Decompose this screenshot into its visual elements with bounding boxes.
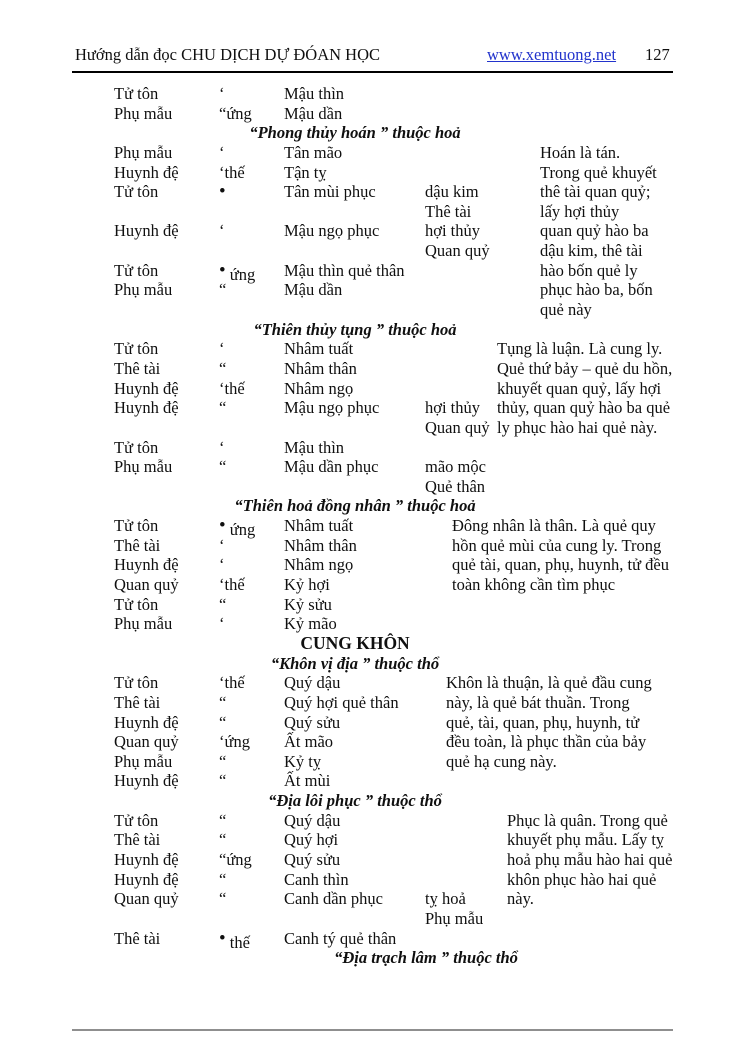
table-row: [0, 477, 744, 497]
commentary-cell: phục hào ba, bốn: [540, 280, 653, 300]
relation-cell: Tử tôn: [114, 810, 159, 830]
table-row: [0, 713, 744, 733]
hidden-spirit-cell: Phụ mẫu: [425, 908, 484, 928]
table-row: [0, 104, 744, 124]
commentary-cell: thủy, quan quỷ hào ba quẻ: [497, 398, 671, 418]
table-row: [0, 221, 744, 241]
section-heading: [0, 320, 710, 340]
relation-cell: Tử tôn: [114, 516, 159, 536]
table-row: [0, 595, 744, 615]
table-row: [0, 771, 744, 791]
commentary-cell: toàn không cần tìm phục: [452, 575, 616, 595]
section-heading-text: “Thiên hoả đồng nhân ” thuộc hoả: [234, 496, 476, 516]
commentary-cell: quẻ hạ cung này.: [446, 751, 557, 771]
stem-branch-cell: Canh tý quẻ thân: [284, 928, 397, 948]
mark-cell: “: [219, 889, 227, 909]
relation-cell: Tử tôn: [114, 437, 159, 457]
bullet-marker-icon: •: [219, 927, 226, 949]
section-heading-text: “Địa trạch lâm ” thuộc thổ: [334, 948, 518, 968]
stem-branch-cell: Ất mão: [284, 732, 334, 752]
relation-cell: Phụ mẫu: [114, 751, 173, 771]
relation-cell: Huynh đệ: [114, 398, 179, 418]
table-row: [0, 182, 744, 202]
table-row: [0, 575, 744, 595]
table-row: [0, 927, 744, 952]
commentary-cell: khuyết phụ mẫu. Lấy tỵ: [507, 830, 665, 850]
stem-branch-cell: Kỷ tỵ: [284, 751, 322, 771]
section-heading: [0, 496, 710, 516]
section-heading: [72, 948, 744, 968]
stem-branch-cell: Nhâm ngọ: [284, 378, 354, 398]
relation-cell: Tử tôn: [114, 594, 159, 614]
relation-cell: Quan quỷ: [114, 889, 179, 909]
relation-cell: Huynh đệ: [114, 771, 179, 791]
hidden-spirit-cell: mão mộc: [425, 457, 486, 477]
section-heading: [0, 123, 710, 143]
relation-cell: Tử tôn: [114, 260, 159, 280]
relation-cell: Huynh đệ: [114, 221, 179, 241]
stem-branch-cell: Kỷ sửu: [284, 594, 332, 614]
stem-branch-cell: Mậu dần: [284, 103, 343, 123]
mark-cell: ‘: [219, 84, 225, 103]
mark-cell: ‘: [219, 339, 225, 359]
commentary-cell: quẻ này: [540, 300, 592, 320]
table-row: [0, 259, 744, 284]
section-s3: [0, 496, 744, 633]
mark-cell: “: [219, 712, 227, 732]
table-row: [0, 673, 744, 693]
relation-cell: Tử tôn: [114, 182, 159, 202]
section-s6: [0, 948, 744, 968]
commentary-cell: này, là quẻ bát thuần. Trong: [446, 692, 630, 712]
mark-cell: “ứng: [219, 849, 252, 869]
section-heading: [0, 634, 710, 654]
stem-branch-cell: Mậu thìn: [284, 84, 345, 103]
page-number: 127: [645, 45, 670, 64]
relation-cell: Thê tài: [114, 928, 161, 948]
mark-cell: “: [219, 771, 227, 791]
table-row: [0, 909, 744, 929]
page-header-title: Hướng dẫn đọc CHU DỊCH DỰ ĐÓAN HỌC: [75, 45, 380, 64]
commentary-cell: quẻ, tài, quan, phụ, huynh, tử: [446, 712, 640, 732]
relation-cell: Huynh đệ: [114, 712, 179, 732]
table-row: [0, 752, 744, 772]
mark-cell: “: [219, 751, 227, 771]
mark-cell: ‘: [219, 221, 225, 241]
table-row: [0, 870, 744, 890]
table-row: [0, 732, 744, 752]
table-row: [0, 241, 744, 261]
section-s0: [0, 84, 744, 123]
mark-cell: • ứng: [219, 515, 256, 540]
section-heading-text: “Địa lôi phục ” thuộc thổ: [268, 791, 442, 811]
table-row: [0, 398, 744, 418]
mark-cell: ‘thế: [219, 673, 245, 693]
relation-cell: Huynh đệ: [114, 555, 179, 575]
stem-branch-cell: Quý sửu: [284, 712, 341, 732]
relation-cell: Thê tài: [114, 358, 161, 378]
stem-branch-cell: Kỷ mão: [284, 614, 337, 634]
hidden-spirit-cell: Quan quỷ: [425, 241, 490, 261]
commentary-cell: thê tài quan quỷ;: [540, 182, 651, 202]
commentary-cell: Hoán là tán.: [540, 142, 621, 162]
relation-cell: Thê tài: [114, 692, 161, 712]
table-row: [0, 889, 744, 909]
relation-cell: Huynh đệ: [114, 869, 179, 889]
table-row: [0, 693, 744, 713]
hidden-spirit-cell: hợi thủy: [425, 398, 481, 418]
section-s1: [0, 123, 744, 319]
relation-cell: Phụ mẫu: [114, 280, 173, 300]
section-heading-text: CUNG KHÔN: [300, 632, 410, 653]
mark-cell: ‘thế: [219, 575, 245, 595]
stem-branch-cell: Kỷ hợi: [284, 575, 330, 595]
page-header: [0, 45, 744, 67]
mark-cell: “: [219, 830, 227, 850]
hidden-spirit-cell: Quẻ thân: [425, 476, 486, 496]
mark-cell: ‘thế: [219, 162, 245, 182]
commentary-cell: Trong quẻ khuyết: [540, 162, 657, 182]
hidden-spirit-cell: Thê tài: [425, 201, 472, 221]
commentary-cell: quẻ tài, quan, phụ, huynh, tử đều: [452, 555, 669, 575]
table-row: [0, 300, 744, 320]
stem-branch-cell: Tân mùi phục: [284, 182, 376, 202]
relation-cell: Thê tài: [114, 535, 161, 555]
table-row: [0, 280, 744, 300]
commentary-cell: khôn phục hào hai quẻ: [507, 869, 657, 889]
mark-cell: “: [219, 358, 227, 378]
commentary-cell: khuyết quan quỷ, lấy hợi: [497, 378, 662, 398]
hidden-spirit-cell: hợi thủy: [425, 221, 481, 241]
commentary-cell: ly phục hào hai quẻ này.: [497, 417, 658, 437]
mark-cell: “: [219, 457, 227, 477]
commentary-cell: lấy hợi thủy: [540, 201, 620, 221]
table-row: [0, 555, 744, 575]
bullet-marker-icon: •: [219, 259, 226, 281]
commentary-cell: hồn quẻ mùi của cung ly. Trong: [452, 535, 662, 555]
mark-cell: ‘: [219, 614, 225, 634]
commentary-cell: Khôn là thuận, là quẻ đầu cung: [446, 673, 652, 693]
table-row: [0, 438, 744, 458]
mark-cell: ‘: [219, 142, 225, 162]
stem-branch-cell: Nhâm thân: [284, 535, 357, 555]
commentary-cell: Quẻ thứ bảy – quẻ du hồn,: [497, 358, 673, 378]
stem-branch-cell: Mậu dần: [284, 280, 343, 300]
commentary-cell: dậu kim, thê tài: [540, 241, 643, 261]
relation-cell: Phụ mẫu: [114, 103, 173, 123]
commentary-cell: đều toàn, là phục thần của bảy: [446, 732, 647, 752]
header-rule: [72, 71, 673, 73]
relation-cell: Phụ mẫu: [114, 614, 173, 634]
mark-cell: ‘ứng: [219, 732, 250, 752]
mark-cell: “: [219, 692, 227, 712]
table-row: [0, 84, 744, 104]
table-row: [0, 614, 744, 634]
commentary-cell: Phục là quân. Trong quẻ: [507, 810, 668, 830]
commentary-cell: hào bốn quẻ ly: [540, 260, 638, 280]
mark-cell: “ứng: [219, 103, 252, 123]
mark-cell: ‘thế: [219, 378, 245, 398]
table-row: [0, 163, 744, 183]
mark-cell: ‘: [219, 555, 225, 575]
table-row: [0, 143, 744, 163]
footer-rule: [72, 1029, 673, 1031]
bullet-marker-icon: •: [219, 181, 226, 203]
stem-branch-cell: Mậu ngọ phục: [284, 398, 380, 418]
mark-cell: “: [219, 869, 227, 889]
stem-branch-cell: Tận tỵ: [284, 162, 327, 182]
stem-branch-cell: Nhâm tuất: [284, 339, 354, 359]
table-row: [0, 418, 744, 438]
stem-branch-cell: Quý hợi: [284, 830, 339, 850]
table-row: [0, 379, 744, 399]
section-heading-text: “Thiên thủy tụng ” thuộc hoả: [253, 319, 457, 339]
mark-cell: “: [219, 810, 227, 830]
stem-branch-cell: Mậu dần phục: [284, 457, 379, 477]
relation-cell: Huynh đệ: [114, 378, 179, 398]
hidden-spirit-cell: tỵ hoả: [425, 889, 466, 909]
stem-branch-cell: Nhâm thân: [284, 358, 357, 378]
stem-branch-cell: Mậu ngọ phục: [284, 221, 380, 241]
commentary-cell: Tụng là luận. Là cung ly.: [497, 339, 663, 359]
section-heading: [0, 654, 710, 674]
commentary-cell: này.: [507, 889, 534, 909]
relation-cell: Huynh đệ: [114, 162, 179, 182]
relation-cell: Thê tài: [114, 830, 161, 850]
relation-cell: Tử tôn: [114, 673, 159, 693]
table-row: [0, 850, 744, 870]
mark-cell: “: [219, 594, 227, 614]
stem-branch-cell: Mậu thìn: [284, 437, 345, 457]
stem-branch-cell: Nhâm tuất: [284, 516, 354, 536]
stem-branch-cell: Quý dậu: [284, 673, 341, 693]
relation-cell: Tử tôn: [114, 84, 159, 103]
stem-branch-cell: Ất mùi: [284, 771, 331, 791]
table-row: [0, 536, 744, 556]
section-heading-text: “Khôn vị địa ” thuộc thổ: [270, 653, 440, 673]
mark-cell: “: [219, 398, 227, 418]
stem-branch-cell: Quý sửu: [284, 849, 341, 869]
relation-cell: Phụ mẫu: [114, 457, 173, 477]
stem-branch-cell: Tân mão: [284, 142, 343, 162]
section-heading-text: “Phong thủy hoán ” thuộc hoả: [249, 123, 461, 143]
table-row: [0, 830, 744, 850]
stem-branch-cell: Mậu thìn quẻ thân: [284, 260, 405, 280]
stem-branch-cell: Quý hợi quẻ thân: [284, 692, 399, 712]
website-link[interactable]: www.xemtuong.net: [487, 45, 617, 64]
table-row: [0, 359, 744, 379]
relation-cell: Quan quỷ: [114, 575, 179, 595]
mark-cell: • ứng: [219, 259, 256, 284]
hidden-spirit-cell: Quan quỷ: [425, 417, 490, 437]
bullet-marker-icon: •: [219, 515, 226, 537]
section-s4: [0, 634, 744, 791]
stem-branch-cell: Nhâm ngọ: [284, 555, 354, 575]
relation-cell: Phụ mẫu: [114, 142, 173, 162]
table-row: [0, 339, 744, 359]
commentary-cell: hoả phụ mẫu hào hai quẻ: [507, 849, 673, 869]
table-row: [0, 202, 744, 222]
relation-cell: Tử tôn: [114, 339, 159, 359]
mark-cell: ‘: [219, 535, 225, 555]
table-row: [0, 515, 744, 540]
section-heading: [0, 791, 710, 811]
stem-branch-cell: Quý dậu: [284, 810, 341, 830]
section-s2: [0, 320, 744, 497]
mark-cell: “: [219, 280, 227, 300]
relation-cell: Huynh đệ: [114, 849, 179, 869]
table-row: [0, 457, 744, 477]
section-s5: [0, 791, 744, 952]
commentary-cell: quan quỷ hào ba: [540, 221, 649, 241]
hidden-spirit-cell: dậu kim: [425, 182, 479, 202]
commentary-cell: Đông nhân là thân. Là quẻ quy: [452, 516, 656, 536]
relation-cell: Quan quỷ: [114, 732, 179, 752]
mark-cell: ‘: [219, 437, 225, 457]
table-row: [0, 811, 744, 831]
stem-branch-cell: Canh thìn: [284, 869, 349, 889]
hexagram-table: [0, 84, 744, 968]
mark-cell: • thế: [219, 927, 250, 952]
stem-branch-cell: Canh dần phục: [284, 889, 383, 909]
